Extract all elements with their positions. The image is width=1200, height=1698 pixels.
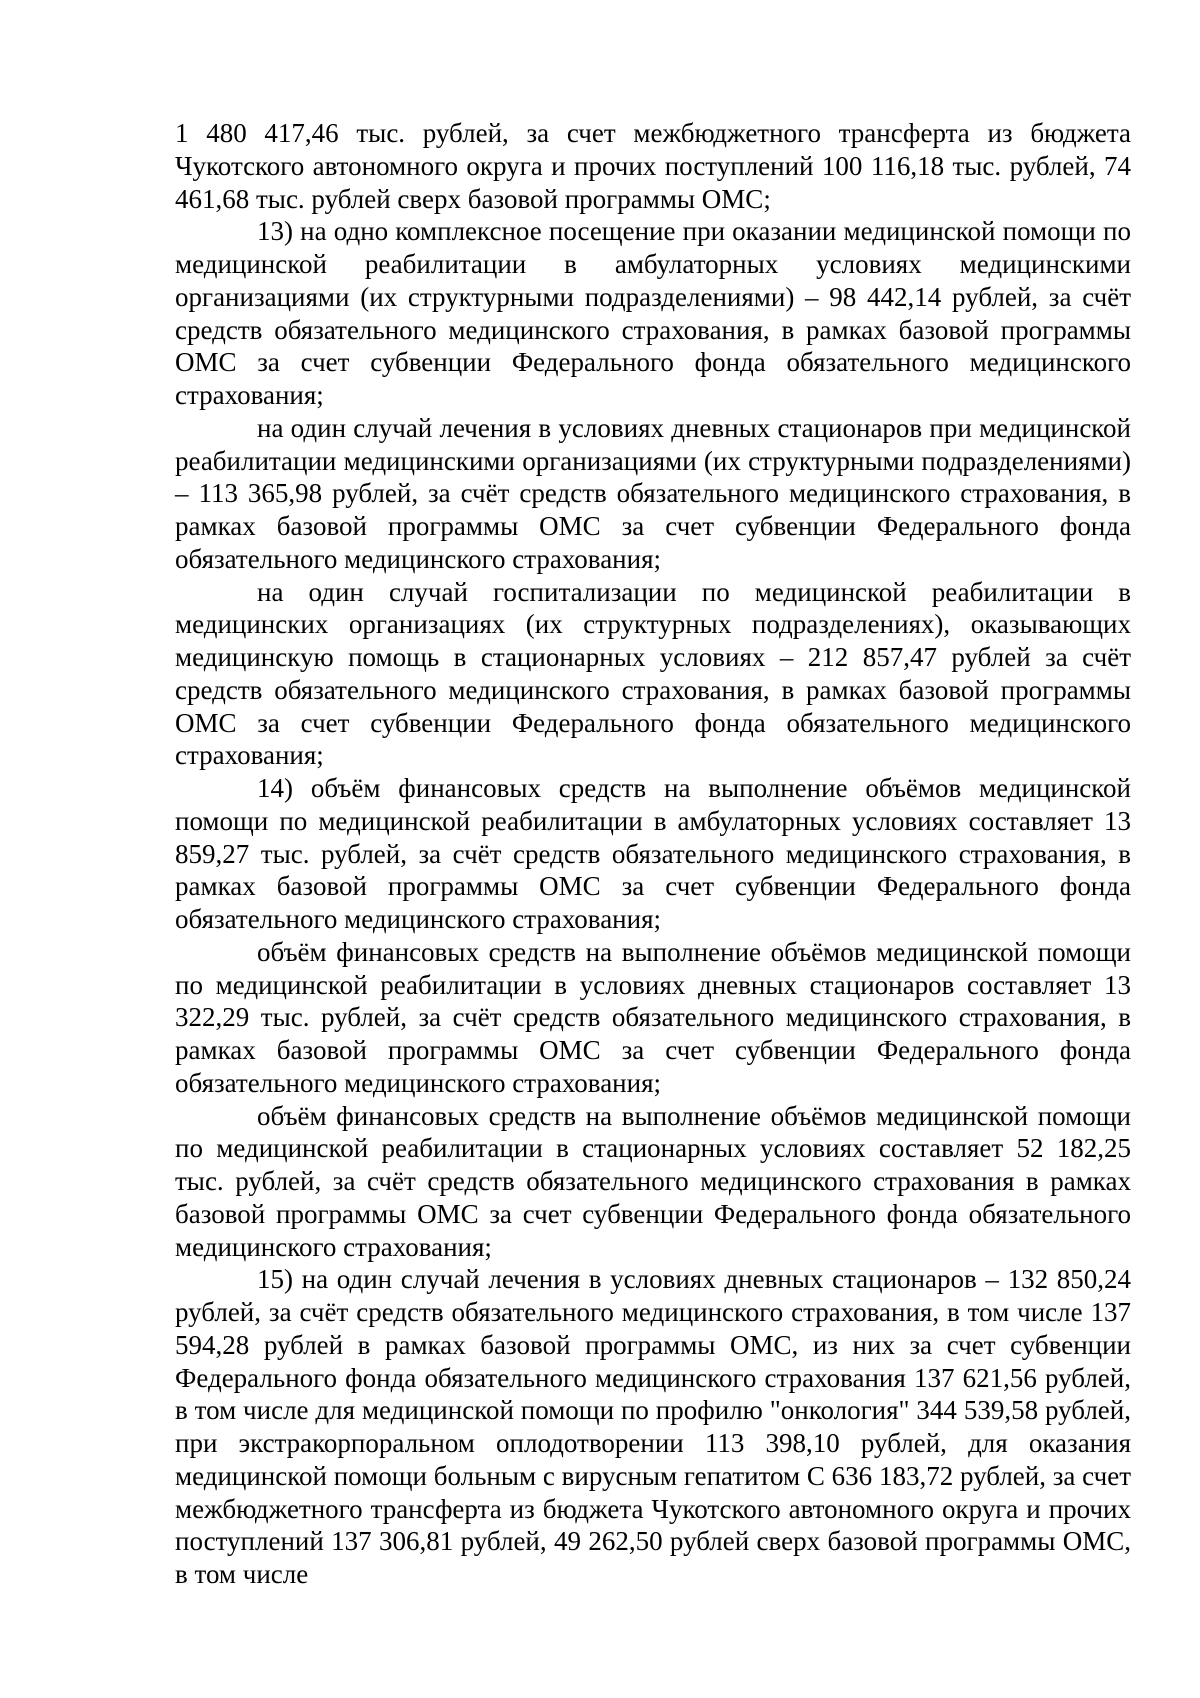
paragraph-5: 14) объём финансовых средств на выполнение объёмов медицинской помощи по медицинской реабилитации в амбулаторных условиях составляет 13 859,27 тыс. рублей, за счёт средств обязательного медицинского страхования, в рамках базовой программы ОМС за счет субвенции Федерального фонда обязательного медицинского страхования; <box>175 773 1131 934</box>
paragraph-7: объём финансовых средств на выполнение объёмов медицинской помощи по медицинской реабилитации в стационарных условиях составляет 52 182,25 тыс. рублей, за счёт средств обязательного медицинского страхования в рамках базовой программы ОМС за счет субвенции Федерального фонда обязательного медицинского страхования; <box>175 1100 1131 1262</box>
paragraph-4: на один случай госпитализации по медицинской реабилитации в медицинских организациях (их структурных подразделениях), оказывающих медицинскую помощь в стационарных условиях – 212 857,47 рублей за счёт средств обязательного медицинского страхования, в рамках базовой программы ОМС за счет субвенции Федерального фонда обязательного медицинского страхования; <box>175 576 1131 771</box>
paragraph-6: объём финансовых средств на выполнение объёмов медицинской помощи по медицинской реабилитации в условиях дневных стационаров составляет 13 322,29 тыс. рублей, за счёт средств обязательного медицинского страхования, в рамках базовой программы ОМС за счет субвенции Федерального фонда обязательного медицинского страхования; <box>175 936 1131 1098</box>
paragraph-2: 13) на одно комплексное посещение при оказании медицинской помощи по медицинской реабилитации в амбулаторных условиях медицинскими организациями (их структурными подразделениями) – 98 442,14 рублей, за счёт средств обязательного медицинского страхования, в рамках базовой программы ОМС за счет субвенции Федерального фонда обязательного медицинского страхования; <box>175 216 1131 410</box>
document-body <box>175 117 1131 1591</box>
paragraph-1: 1 480 417,46 тыс. рублей, за счет межбюджетного трансферта из бюджета Чукотского автономного округа и прочих поступлений 100 116,18 тыс. рублей, 74 461,68 тыс. рублей сверх базовой программы ОМС; <box>175 118 1131 214</box>
paragraph-8: 15) на один случай лечения в условиях дневных стационаров – 132 850,24 рублей, за счёт средств обязательного медицинского страхования, в том числе 137 594,28 рублей в рамках базовой программы ОМС, из них за счет субвенции Федерального фонда обязательного медицинского страхования 137 621,56 рублей, в том числе для медицинской помощи по профилю "онкология" 344 539,58 рублей, при экстракорпоральном оплодотворении 113 398,10 рублей, для оказания медицинской помощи больным с вирусным гепатитом С 636 183,72 рублей, за счет межбюджетного трансферта из бюджета Чукотского автономного округа и прочих поступлений 137 306,81 рублей, 49 262,50 рублей сверх базовой программы ОМС, в том числе <box>175 1264 1131 1589</box>
paragraph-3: на один случай лечения в условиях дневных стационаров при медицинской реабилитации медицинскими организациями (их структурными подразделениями) – 113 365,98 рублей, за счёт средств обязательного медицинского страхования, в рамках базовой программы ОМС за счет субвенции Федерального фонда обязательного медицинского страхования; <box>175 412 1131 574</box>
